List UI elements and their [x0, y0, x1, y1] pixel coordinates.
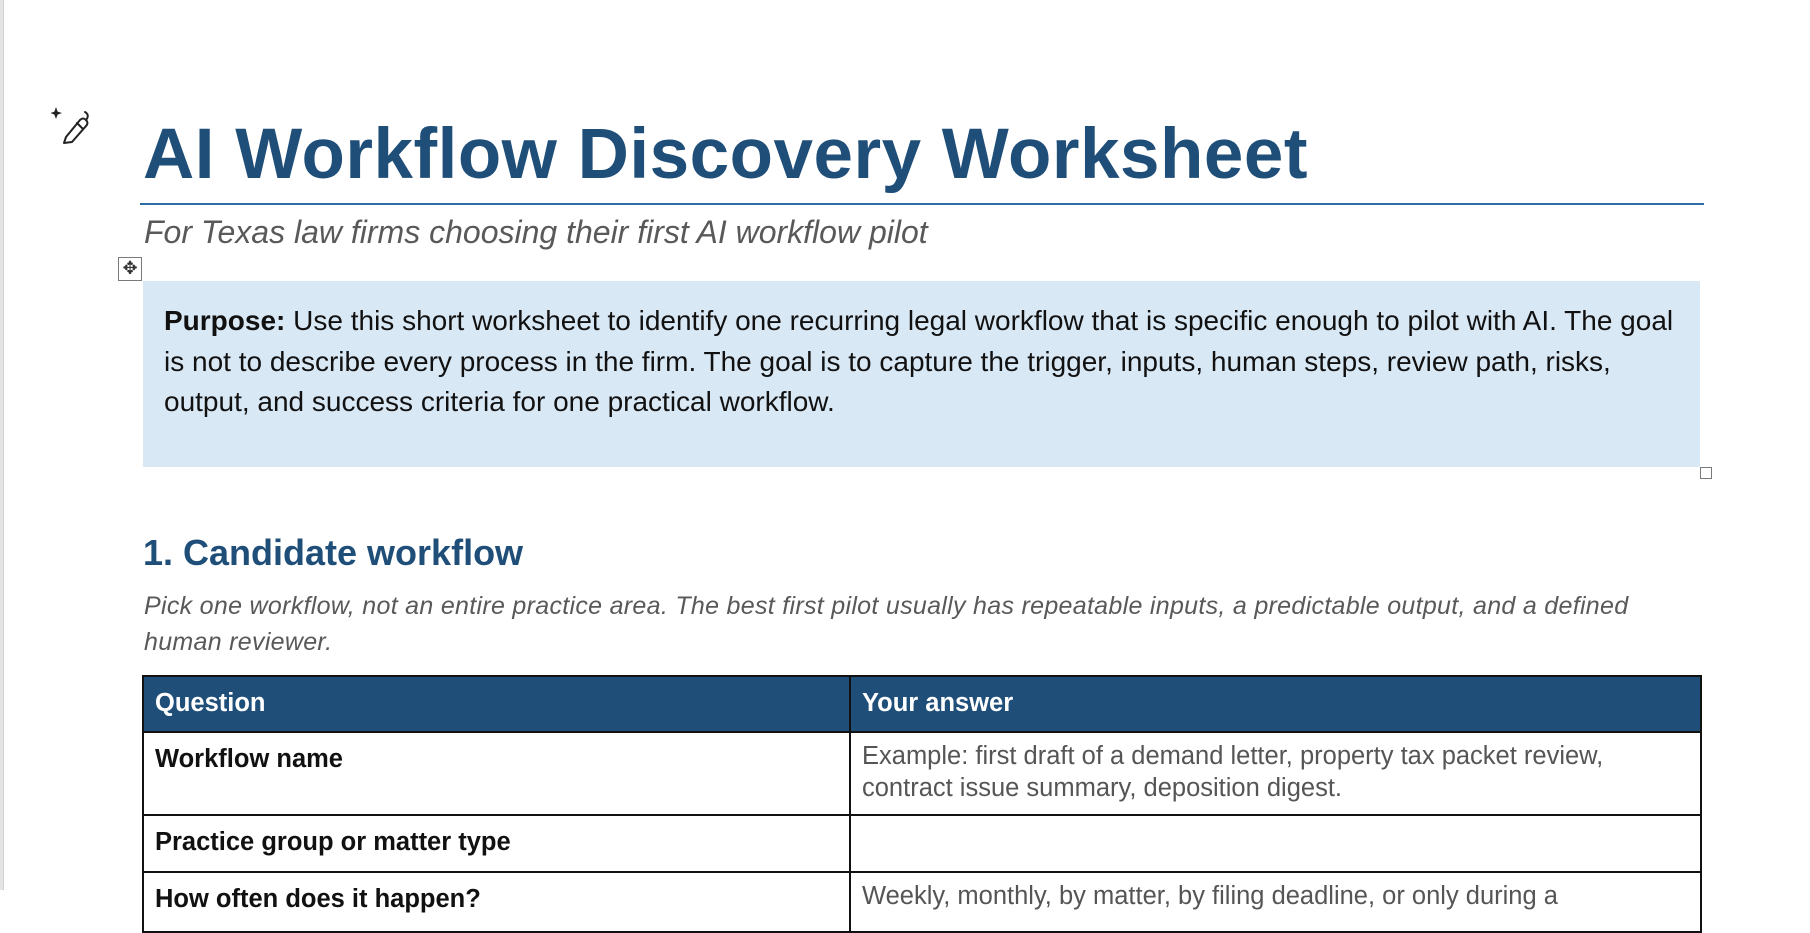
table-row	[143, 815, 1701, 872]
answer-cell[interactable]: Weekly, monthly, by matter, by filing deadline, or only during a	[850, 872, 1701, 932]
section-note: Pick one workflow, not an entire practice area. The best first pilot usually has repeatable inputs, a predictable output, and a defined human reviewer.	[144, 592, 1629, 656]
document-title: AI Workflow Discovery Worksheet	[143, 115, 1308, 194]
ai-assist-sparkle-pen-icon[interactable]	[50, 104, 92, 146]
candidate-workflow-table	[142, 675, 1702, 933]
purpose-callout	[143, 281, 1700, 467]
document-subtitle: For Texas law firms choosing their first AI workflow pilot	[144, 214, 928, 250]
table-resize-handle-icon[interactable]	[1700, 467, 1712, 479]
question-cell: Practice group or matter type	[143, 815, 850, 872]
column-header-question: Question	[143, 676, 850, 732]
title-underline-rule	[140, 203, 1704, 205]
purpose-text: Use this short worksheet to identify one recurring legal workflow that is specific enough to pilot with AI. The goal is not to describe every process in the firm. The goal is to capture the trigger, inputs, human steps, review path, risks, output, and success criteria for one practical workflow.	[164, 305, 1674, 417]
question-cell: How often does it happen?	[143, 872, 850, 932]
answer-cell[interactable]: Example: first draft of a demand letter, property tax packet review, contract issue summary, deposition digest.	[850, 732, 1701, 815]
table-row	[143, 872, 1701, 932]
purpose-label: Purpose:	[164, 305, 286, 336]
answer-cell[interactable]	[850, 815, 1701, 872]
table-row	[143, 732, 1701, 815]
section-heading-candidate-workflow: 1. Candidate workflow	[143, 532, 524, 573]
question-cell: Workflow name	[143, 732, 850, 815]
table-move-handle-icon[interactable]: ✥	[118, 257, 142, 281]
table-header-row	[143, 676, 1701, 732]
column-header-answer: Your answer	[850, 676, 1701, 732]
